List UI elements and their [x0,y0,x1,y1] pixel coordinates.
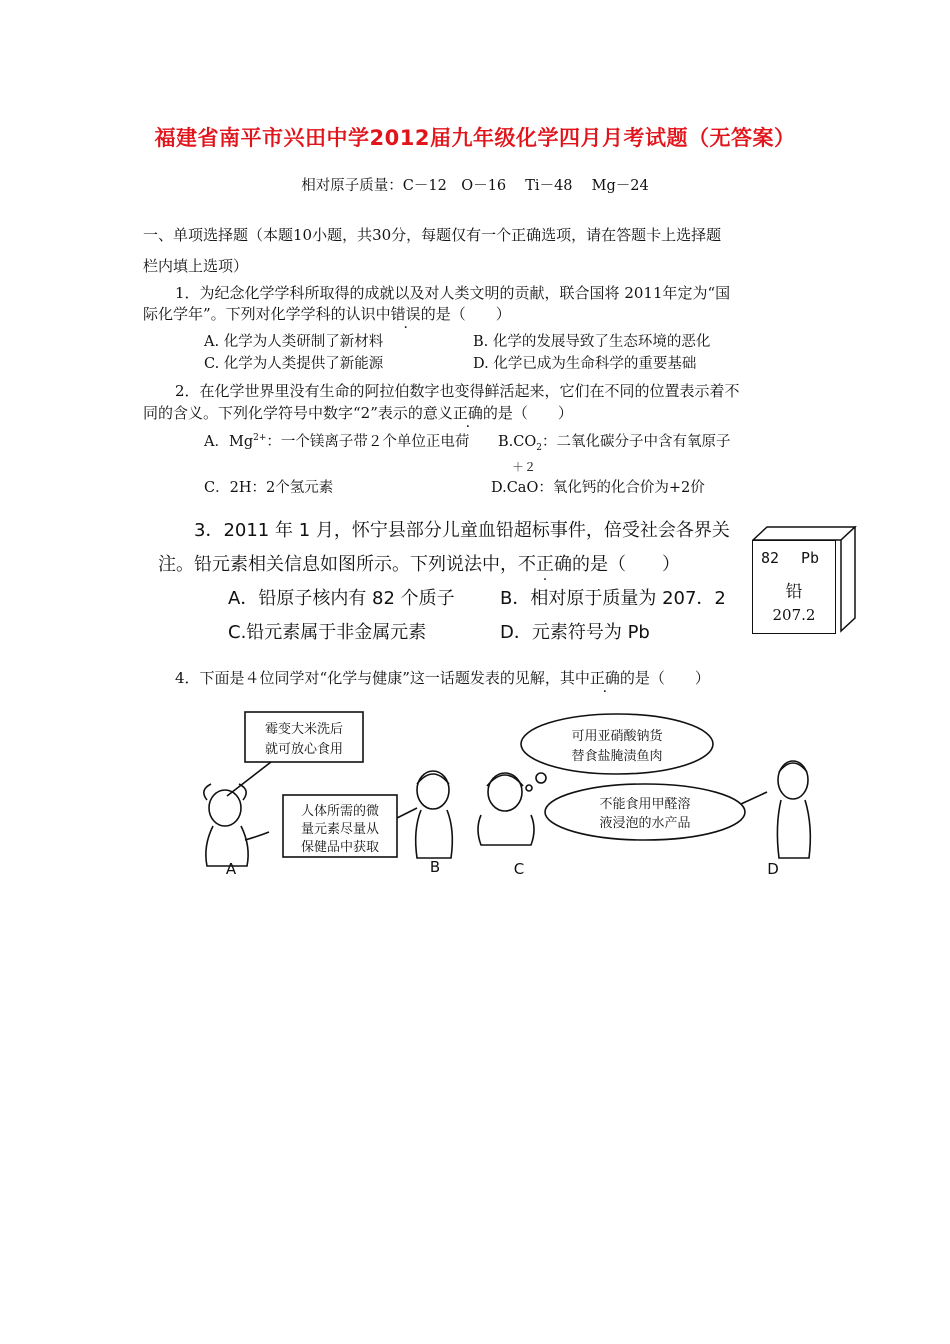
lead-element-card [752,540,836,634]
q3-stem-line2 [158,550,680,576]
q2-option-a-symbol: A．Mg [204,434,254,450]
bubble-b-line2: 量元素尽量从 [300,822,380,837]
q2-option-b-text: ：二氧化碳分子中含有氧原子 [541,434,731,450]
q4-stem-emphasis: 正确 [589,669,620,687]
health-cartoon [185,700,825,890]
q3-option-d: D．元素符号为 Pb [500,622,650,643]
section-heading-line1: 一、单项选择题（本题10小题，共30分，每题仅有一个正确选项，请在答题卡上选择题 [143,226,722,244]
bubble-c-line2: 替食盐腌渍鱼肉 [571,749,663,764]
q1-option-d: D. 化学已成为生命科学的重要基础 [473,356,697,372]
q1-stem-pre: 际化学年”。下列对化学学科的认识中 [143,305,391,323]
q2-option-a-charge: 2+ [253,433,267,444]
q3-stem-emphasis: 不正确 [518,554,572,575]
q1-option-a: A. 化学为人类研制了新材料 [204,334,384,350]
q2-option-b-subscript: 2 [536,442,542,453]
q2-option-c: C．2H：2个氢元素 [204,480,334,496]
label-b: B [429,858,441,876]
q1-option-b: B. 化学的发展导致了生态环境的恶化 [473,334,711,350]
label-d: D [767,860,779,878]
q3-option-b: B．相对原于质量为 207．2 [500,588,726,609]
bubble-d-frame [545,784,745,840]
q1-stem-line1: 1．为纪念化学学科所取得的成就以及对人类文明的贡献，联合国将 2011年定为“国 [175,284,731,302]
q2-stem-pre: 同的含义。下列化学符号中数字“2”表示的意义 [143,404,453,422]
q3-stem-pre: 注。铅元素相关信息如图所示。下列说法中， [158,554,518,575]
q4-stem-pre: 4．下面是４位同学对“化学与健康”这一话题发表的见解，其中 [175,669,590,687]
atomic-mass-line: 相对原子质量：C－12 O－16 Ti－48 Mg－24 [301,178,649,194]
section-heading-line2: 栏内填上选项） [143,257,249,275]
lead-symbol: Pb [801,549,820,567]
bubble-a-line2: 就可放心食用 [264,742,344,757]
q2-option-b-symbol: B.CO [498,434,537,450]
bubble-b-line1: 人体所需的微 [300,804,380,819]
student-b-head [417,771,449,809]
bubble-a-line1: 霉变大米洗后 [264,722,344,737]
student-b-body [416,810,453,858]
q2-option-a-text: ：一个镁离子带２个单位正电荷 [266,434,470,450]
student-d-head [778,761,808,799]
q3-option-c: C.铅元素属于非金属元素 [228,622,427,643]
bubble-c-frame [521,714,713,774]
q3-option-a: A．铅原子核内有 82 个质子 [228,588,455,609]
label-a: A [225,860,237,878]
q2-option-a [204,430,469,451]
q2-stem-line1: 2．在化学世界里没有生命的阿拉伯数字也变得鲜活起来，它们在不同的位置表示着不 [175,382,740,400]
student-a-head [209,790,241,826]
bubble-d-line2: 液浸泡的水产品 [599,816,691,831]
q3-stem-post: 的是（ ） [572,554,680,575]
student-c-head [488,773,522,811]
q1-option-c: C. 化学为人类提供了新能源 [204,356,384,372]
bubble-d-line1: 不能食用甲醛溶 [599,797,691,812]
student-d-body [777,800,810,858]
q2-option-b [498,430,730,453]
page-title: 福建省南平市兴田中学2012届九年级化学四月月考试题（无答案） [154,126,796,150]
label-c: C [513,860,525,878]
lead-name: 铅 [785,582,803,602]
q2-valence-mark: ＋２ [512,460,537,474]
bubble-c-line1: 可用亚硝酸钠货 [571,729,663,744]
q2-option-d: D.CaO：氧化钙的化合价为+2价 [491,480,705,496]
q1-stem-line2 [143,303,511,324]
q1-stem-emphasis: 错误 [390,305,421,323]
q3-stem-line1: 3．2011 年 1 月，怀宁县部分儿童血铅超标事件，倍受社会各界关 [194,520,730,541]
lead-atomic-number: 82 [761,549,780,567]
q1-stem-post: 的是（ ） [420,305,511,323]
q2-stem-post: 的是（ ） [482,404,573,422]
q4-stem [175,667,710,688]
student-c-body [478,815,534,845]
lead-atomic-mass: 207.2 [772,606,816,624]
bubble-b-line3: 保健品中获取 [300,840,380,855]
q2-stem-emphasis: 正确 [452,404,483,422]
q4-stem-post: 的是（ ） [619,669,710,687]
q2-stem-line2 [143,402,573,423]
